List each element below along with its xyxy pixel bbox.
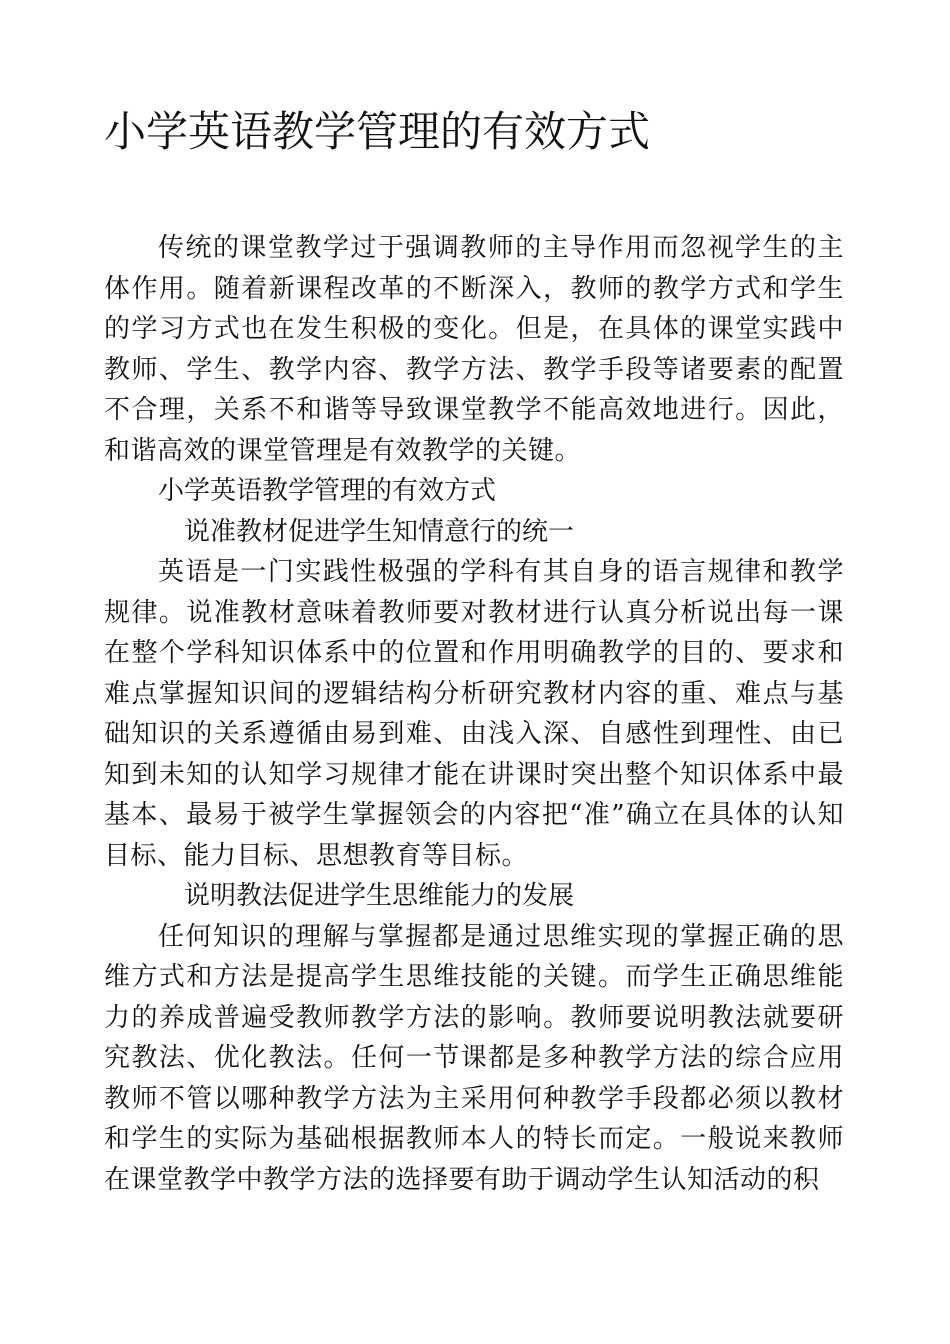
subsection-heading-methods: 说明教法促进学生思维能力的发展 <box>184 881 575 911</box>
document-title: 小学英语教学管理的有效方式 <box>104 107 651 156</box>
section-heading: 小学英语教学管理的有效方式 <box>158 476 497 506</box>
textbook-paragraph: 英语是一门实践性极强的学科有其自身的语言规律和教学规律。说准教材意味着教师要对教材进行认真分析说出每一课在整个学科知识体系中的位置和作用明确教学的目的、要求和难点掌握知识间的逻辑结构分析研究教材内容的重、难点与基础知识的关系遵循由易到难、由浅入深、自感性到理性、由已知到未知的认知学习规律才能在讲课时突出整个知识体系中最基本、最易于被学生掌握领会的内容把“准”确立在具体的认知目标、能力目标、思想教育等目标。 <box>104 557 844 871</box>
document-body <box>104 228 844 1200</box>
methods-paragraph: 任何知识的理解与掌握都是通过思维实现的掌握正确的思维方式和方法是提高学生思维技能的关键。而学生正确思维能力的养成普遍受教师教学方法的影响。教师要说明教法就要研究教法、优化教法。任何一节课都是多种教学方法的综合应用教师不管以哪种教学方法为主采用何种教学手段都必须以教材和学生的实际为基础根据教师本人的特长而定。一般说来教师在课堂教学中教学方法的选择要有助于调动学生认知活动的积 <box>104 921 844 1195</box>
intro-paragraph: 传统的课堂教学过于强调教师的主导作用而忽视学生的主体作用。随着新课程改革的不断深入，教师的教学方式和学生的学习方式也在发生积极的变化。但是，在具体的课堂实践中教师、学生、教学内容、教学方法、教学手段等诸要素的配置不合理，关系不和谐等导致课堂教学不能高效地进行。因此，和谐高效的课堂管理是有效教学的关键。 <box>104 233 844 466</box>
subsection-heading-textbook: 说准教材促进学生知情意行的统一 <box>184 516 575 547</box>
